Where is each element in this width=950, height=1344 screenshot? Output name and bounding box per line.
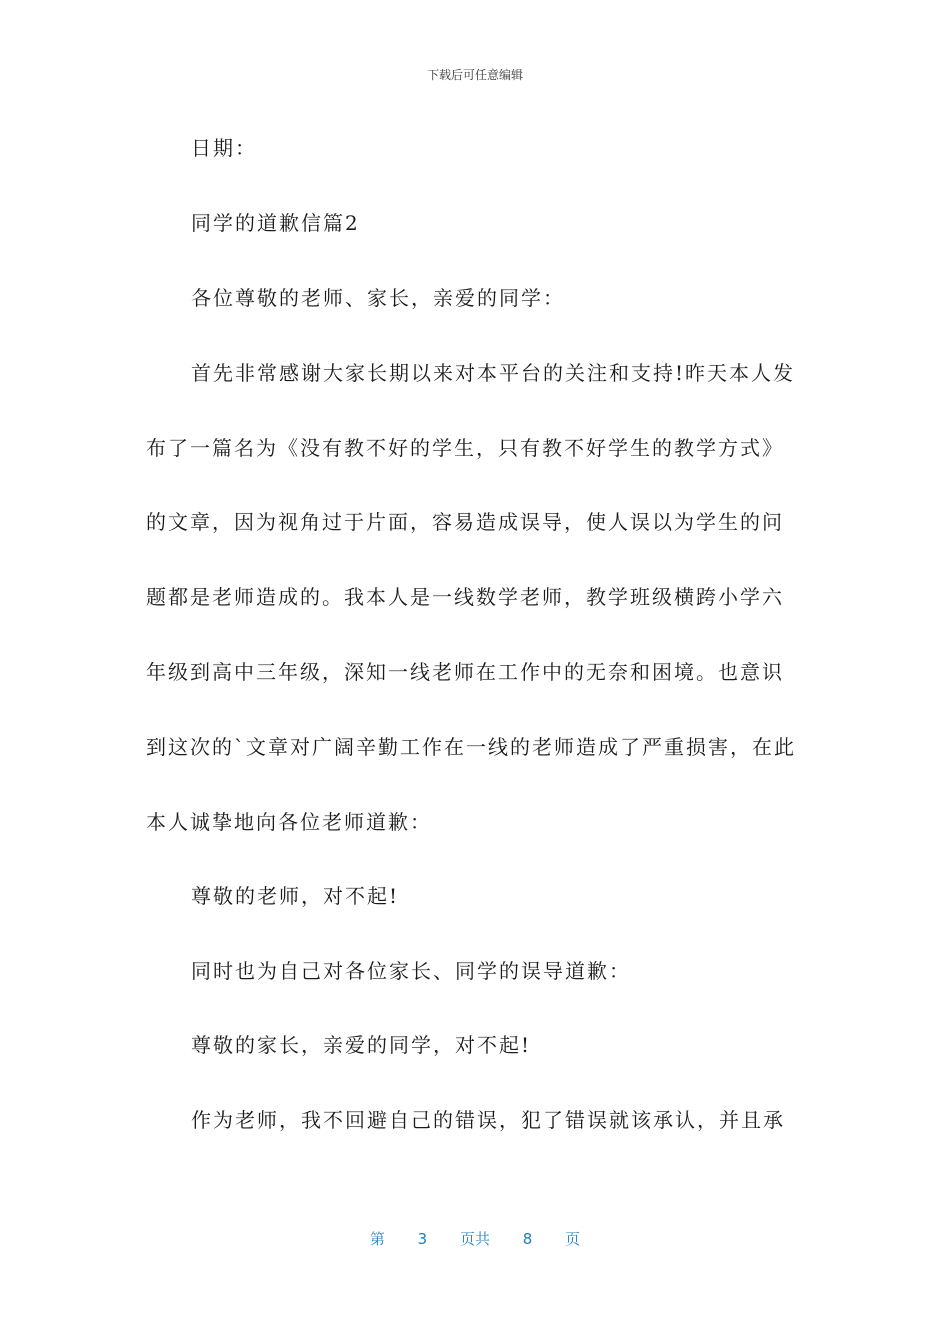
page-label-suffix: 页 bbox=[565, 1230, 581, 1248]
paragraph-line: 作为老师，我不回避自己的错误，犯了错误就该承认，并且承 bbox=[191, 1108, 785, 1132]
apology-line: 尊敬的老师，对不起! bbox=[191, 884, 400, 908]
paragraph-line: 本人诚挚地向各位老师道歉： bbox=[146, 810, 432, 834]
page-label-prefix: 第 bbox=[369, 1230, 385, 1248]
page-footer bbox=[0, 1228, 950, 1249]
paragraph-line: 到这次的`文章对广阔辛勤工作在一线的老师造成了严重损害，在此 bbox=[146, 735, 796, 759]
paragraph-line: 的文章，因为视角过于片面，容易造成误导，使人误以为学生的问 bbox=[146, 510, 784, 534]
date-line: 日期： bbox=[191, 136, 257, 160]
paragraph-line: 题都是老师造成的。我本人是一线数学老师，教学班级横跨小学六 bbox=[146, 585, 784, 609]
paragraph-line: 年级到高中三年级，深知一线老师在工作中的无奈和困境。也意识 bbox=[146, 660, 784, 684]
total-pages-number: 8 bbox=[522, 1230, 533, 1248]
paragraph-line: 布了一篇名为《没有教不好的学生，只有教不好学生的教学方式》 bbox=[146, 436, 784, 460]
paragraph-line: 同时也为自己对各位家长、同学的误导道歉： bbox=[191, 959, 631, 983]
salutation: 各位尊敬的老师、家长，亲爱的同学： bbox=[191, 286, 565, 310]
page-label-mid: 页共 bbox=[459, 1230, 490, 1248]
page-header: 下载后可任意编辑 bbox=[426, 68, 523, 82]
apology-line: 尊敬的家长，亲爱的同学，对不起! bbox=[191, 1033, 532, 1057]
current-page-number: 3 bbox=[417, 1230, 428, 1248]
section-title: 同学的道歉信篇2 bbox=[191, 211, 360, 235]
paragraph-line: 首先非常感谢大家长期以来对本平台的关注和支持!昨天本人发 bbox=[191, 361, 796, 385]
